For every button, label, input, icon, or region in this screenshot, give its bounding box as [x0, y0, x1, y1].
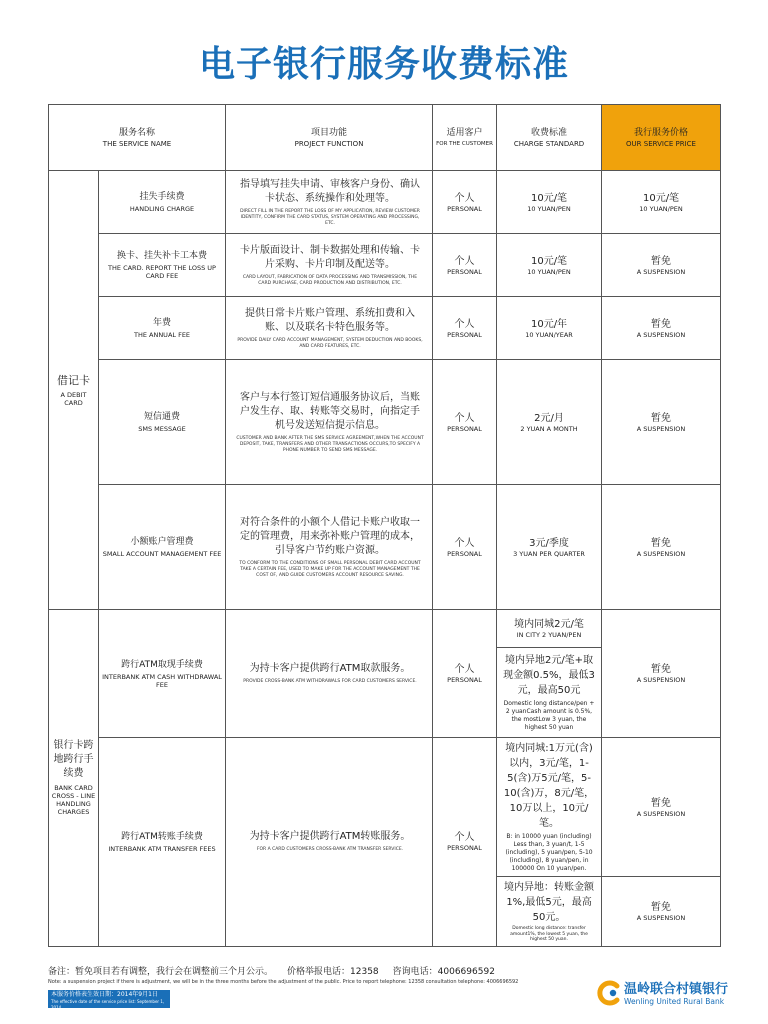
bank-logo-icon	[596, 980, 622, 1006]
bank-name: 温岭联合村镇银行	[624, 982, 729, 997]
customer-type: 个人 PERSONAL	[433, 171, 497, 234]
charge-standard: 3元/季度 3 YUAN PER QUARTER	[497, 485, 602, 610]
table-row	[49, 297, 721, 360]
table-row	[49, 738, 721, 877]
service-function: 客户与本行签订短信通服务协议后，当账户发生存、取、转账等交易时，向指定手机号发送短信提示信息。 CUSTOMER AND BANK AFTER THE SMS SERVICE AGREEMENT,WHEN THE ACCOUNT DEPOSIT, TAKE, TRANSFERS AND OTHER TRANSACTIONS OCCURS,TO SPECIFY A PHONE NUMBER TO SEND SMS MESSAGE.	[226, 360, 433, 485]
our-price: 暂免 A SUSPENSION	[602, 234, 721, 297]
service-name: 年费 THE ANNUAL FEE	[99, 297, 226, 360]
page-title: 电子银行服务收费标准	[198, 44, 569, 85]
customer-type: 个人 PERSONAL	[433, 485, 497, 610]
customer-type: 个人 PERSONAL	[433, 234, 497, 297]
table-row	[49, 610, 721, 648]
category-atm-cross-bank: 银行卡跨地跨行手续费 BANK CARD CROSS - LINE HANDLING CHARGES	[49, 610, 99, 947]
service-name: 短信通费 SMS MESSAGE	[99, 360, 226, 485]
table-row	[49, 171, 721, 234]
charge-standard: 10元/笔 10 YUAN/PEN	[497, 171, 602, 234]
customer-type: 个人 PERSONAL	[433, 738, 497, 947]
charge-standard: 境内同城:1万元(含)以内，3元/笔，1-5(含)万5元/笔，5-10(含)万，8元/笔，10万以上，10元/笔。 B: in 10000 yuan (including) Less than, 3 yuan/t, 1-5 (including), 5 yuan/pen, 5-10 (including), 8 yuan/pen, in 100000 On 10 yuan/pen.	[497, 738, 602, 877]
service-function: 对符合条件的小额个人借记卡账户收取一定的管理费，用来弥补账户管理的成本，引导客户节约账户资源。 TO CONFORM TO THE CONDITIONS OF SMALL PERSONAL DEBIT CARD ACCOUNT TAKE A CERTAIN FEE, USED TO MAKE UP FOR THE ACCOUNT MANAGEMENT THE COST OF, AND GUIDE CUSTOMERS ACCOUNT RESOURCE SAVING.	[226, 485, 433, 610]
header-row	[49, 105, 721, 171]
footer-note-english: Note: a suspension project if there is adjustment, we will be in the three months before the adjustment of the public. Price to report telephone: 12358 consultation telephone: 4006696592	[48, 979, 519, 985]
fee-table	[48, 104, 721, 947]
header-our-price: 我行服务价格 OUR SERVICE PRICE	[602, 105, 721, 171]
service-function: 卡片版面设计、制卡数据处理和传输、卡片采购、卡片印制及配送等。 CARD LAYOUT, FABRICATION OF DATA PROCESSING AND TRANSMISSION, THE CARD PURCHASE, CARD PRODUCTION AND DISTRIBUTION, ETC.	[226, 234, 433, 297]
service-name: 换卡、挂失补卡工本费 THE CARD. REPORT THE LOSS UP CARD FEE	[99, 234, 226, 297]
table-row	[49, 485, 721, 610]
header-customer: 适用客户 FOR THE CUSTOMER	[433, 105, 497, 171]
footer-note: 备注：暂免项目若有调整，我行会在调整前三个月公示。 价格举报电话：12358 咨询电话：4006696592	[48, 967, 495, 977]
charge-standard: 10元/笔 10 YUAN/PEN	[497, 234, 602, 297]
our-price: 暂免 A SUSPENSION	[602, 485, 721, 610]
charge-standard: 2元/月 2 YUAN A MONTH	[497, 360, 602, 485]
charge-standard: 境内异地2元/笔+取现金额0.5%，最低3元，最高50元 Domestic long distance/pen + 2 yuanCash amount is 0.5%, the mostLow 3 yuan, the highest 50 yuan	[497, 648, 602, 738]
our-price: 暂免 A SUSPENSION	[602, 297, 721, 360]
bank-logo	[596, 980, 729, 1010]
category-debit-card: 借记卡 A DEBIT CARD	[49, 171, 99, 610]
charge-standard: 10元/年 10 YUAN/YEAR	[497, 297, 602, 360]
service-name: 跨行ATM取现手续费 INTERBANK ATM CASH WITHDRAWAL FEE	[99, 610, 226, 738]
service-name: 跨行ATM转账手续费 INTERBANK ATM TRANSFER FEES	[99, 738, 226, 947]
our-price: 暂免 A SUSPENSION	[602, 360, 721, 485]
service-name: 挂失手续费 HANDLING CHARGE	[99, 171, 226, 234]
customer-type: 个人 PERSONAL	[433, 610, 497, 738]
header-service: 服务名称 THE SERVICE NAME	[49, 105, 226, 171]
service-function: 指导填写挂失申请、审核客户身份、确认卡状态、系统操作和处理等。 DIRECT FILL IN THE REPORT THE LOSS OF MY APPLICATION, REVIEW CUSTOMER IDENTITY, CONFIRM THE CARD STATUS, SYSTEM OPERATING AND PROCESSING, ETC.	[226, 171, 433, 234]
customer-type: 个人 PERSONAL	[433, 360, 497, 485]
our-price: 10元/笔 10 YUAN/PEN	[602, 171, 721, 234]
our-price: 暂免 A SUSPENSION	[602, 877, 721, 947]
our-price: 暂免 A SUSPENSION	[602, 738, 721, 877]
bank-name-english: Wenling United Rural Bank	[624, 997, 725, 1006]
service-function: 提供日常卡片账户管理、系统扣费和入账、以及联名卡特色服务等。 PROVIDE DAILY CARD ACCOUNT MANAGEMENT, SYSTEM DEDUCTION AND BOOKS, AND CARD FEATURES, ETC.	[226, 297, 433, 360]
service-name: 小额账户管理费 SMALL ACCOUNT MANAGEMENT FEE	[99, 485, 226, 610]
charge-standard: 境内同城2元/笔 IN CITY 2 YUAN/PEN	[497, 610, 602, 648]
charge-standard: 境内异地：转账金额1%,最低5元，最高50元。 Domestic long distance: transfer amount1%, the lowest 5 yuan, the highest 50 yuan.	[497, 877, 602, 947]
table-row	[49, 360, 721, 485]
service-function: 为持卡客户提供跨行ATM转账服务。 FOR A CARD CUSTOMERS CROSS-BANK ATM TRANSFER SERVICE.	[226, 738, 433, 947]
customer-type: 个人 PERSONAL	[433, 297, 497, 360]
our-price: 暂免 A SUSPENSION	[602, 610, 721, 738]
service-function: 为持卡客户提供跨行ATM取款服务。 PROVIDE CROSS-BANK ATM WITHDRAWALS FOR CARD CUSTOMERS SERVICE.	[226, 610, 433, 738]
header-function: 项目功能 PROJECT FUNCTION	[226, 105, 433, 171]
table-row	[49, 234, 721, 297]
header-standard: 收费标准 CHARGE STANDARD	[497, 105, 602, 171]
effective-date-box: 本服务价格表生效日期：2014年9月1日 The effective date of the service price list: September 1, 2014	[48, 990, 170, 1008]
